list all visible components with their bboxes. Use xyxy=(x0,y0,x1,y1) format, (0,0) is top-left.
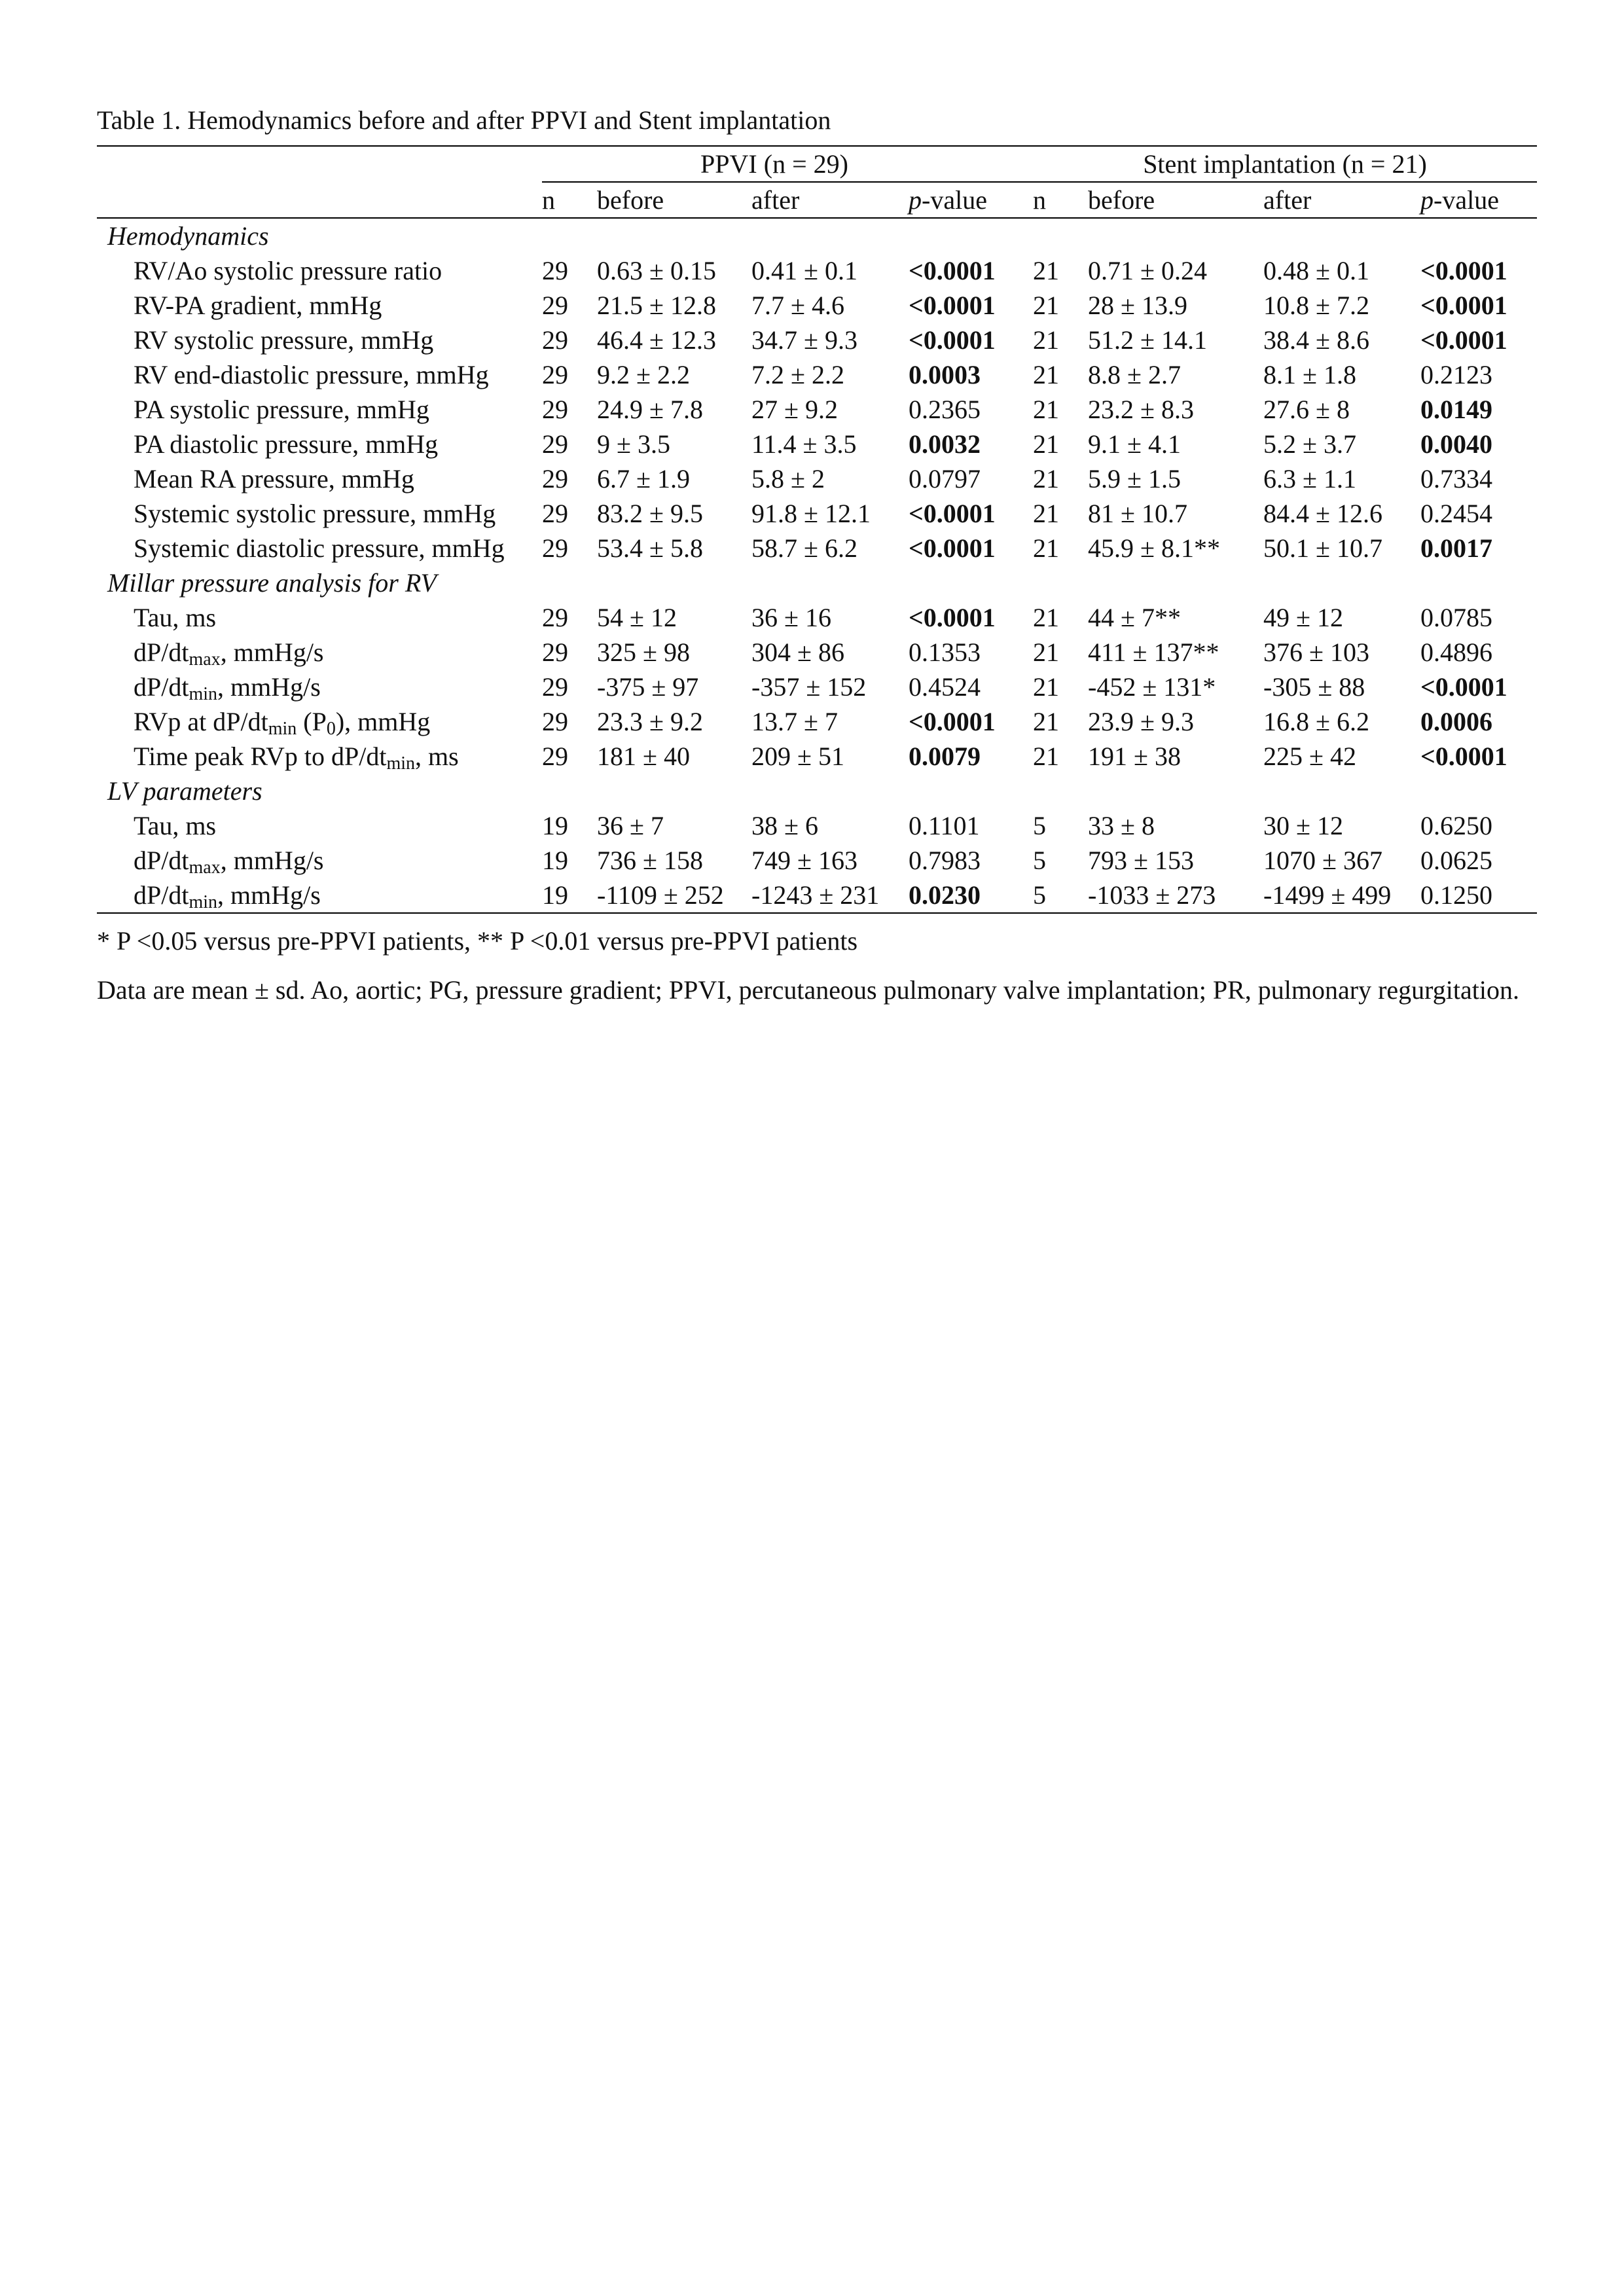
label-text: dP/dt xyxy=(134,880,189,910)
section-header-row xyxy=(97,565,1537,600)
col-stent-before: before xyxy=(1088,182,1263,218)
stent-before-cell: 191 ± 38 xyxy=(1088,742,1181,771)
label-text: RV systolic pressure, mmHg xyxy=(134,325,434,355)
stent-n-cell: 21 xyxy=(1033,325,1059,355)
row-label xyxy=(97,323,542,357)
ppvi-before-cell: 325 ± 98 xyxy=(597,637,690,667)
ppvi-before-cell: 9 ± 3.5 xyxy=(597,429,670,459)
label-subscript: 0 xyxy=(326,719,336,739)
ppvi-before-cell: 736 ± 158 xyxy=(597,846,703,875)
col-stent-n: n xyxy=(1033,182,1088,218)
label-text: PA diastolic pressure, mmHg xyxy=(134,429,439,459)
table-row xyxy=(97,635,1537,670)
row-label xyxy=(97,531,542,565)
row-label xyxy=(97,670,542,704)
stent-pvalue-cell: <0.0001 xyxy=(1420,672,1507,702)
stent-n-cell: 21 xyxy=(1033,603,1059,632)
stent-n-cell: 21 xyxy=(1033,742,1059,771)
ppvi-n-cell: 29 xyxy=(542,603,568,632)
ppvi-n-cell: 29 xyxy=(542,291,568,320)
row-label xyxy=(97,496,542,531)
ppvi-before-cell: 9.2 ± 2.2 xyxy=(597,360,690,389)
ppvi-after-cell: 209 ± 51 xyxy=(751,742,844,771)
stent-n-cell: 21 xyxy=(1033,672,1059,702)
ppvi-pvalue-cell: <0.0001 xyxy=(909,707,996,736)
label-text: , mmHg/s xyxy=(217,880,321,910)
row-label xyxy=(97,288,542,323)
stent-before-cell: 51.2 ± 14.1 xyxy=(1088,325,1207,355)
table-row xyxy=(97,600,1537,635)
col-stent-after: after xyxy=(1263,182,1420,218)
ppvi-after-cell: 27 ± 9.2 xyxy=(751,395,838,424)
row-label xyxy=(97,878,542,913)
ppvi-before-cell: 24.9 ± 7.8 xyxy=(597,395,703,424)
stent-n-cell: 21 xyxy=(1033,429,1059,459)
ppvi-after-cell: 7.7 ± 4.6 xyxy=(751,291,844,320)
table-row xyxy=(97,392,1537,427)
stent-before-cell: 33 ± 8 xyxy=(1088,811,1155,840)
ppvi-n-cell: 29 xyxy=(542,325,568,355)
col-ppvi-after: after xyxy=(751,182,909,218)
ppvi-after-cell: 304 ± 86 xyxy=(751,637,844,667)
stent-pvalue-cell: <0.0001 xyxy=(1420,256,1507,285)
stent-pvalue-cell: <0.0001 xyxy=(1420,742,1507,771)
stent-before-cell: 9.1 ± 4.1 xyxy=(1088,429,1181,459)
label-text: Time peak RVp to dP/dt xyxy=(134,742,387,771)
row-label xyxy=(97,739,542,774)
label-text: ), mmHg xyxy=(335,707,431,736)
ppvi-n-cell: 29 xyxy=(542,707,568,736)
ppvi-pvalue-cell: 0.1353 xyxy=(909,637,981,667)
stent-after-cell: 30 ± 12 xyxy=(1263,811,1343,840)
stent-before-cell: 0.71 ± 0.24 xyxy=(1088,256,1207,285)
table-caption: Table 1. Hemodynamics before and after PPVI and Stent implantation xyxy=(97,105,831,135)
label-subscript: max xyxy=(189,649,221,670)
stent-after-cell: -1499 ± 499 xyxy=(1263,878,1420,913)
ppvi-n-cell: 19 xyxy=(542,846,568,875)
stent-pvalue-cell: 0.0625 xyxy=(1420,846,1492,875)
stent-before-cell: 8.8 ± 2.7 xyxy=(1088,360,1181,389)
table-row xyxy=(97,808,1537,843)
ppvi-before-cell: 46.4 ± 12.3 xyxy=(597,325,716,355)
stent-after-cell: 10.8 ± 7.2 xyxy=(1263,291,1369,320)
ppvi-n-cell: 19 xyxy=(542,878,597,913)
table-row xyxy=(97,496,1537,531)
stent-before-cell: 23.9 ± 9.3 xyxy=(1088,707,1194,736)
ppvi-pvalue-cell: 0.0079 xyxy=(909,742,981,771)
row-label xyxy=(97,253,542,288)
ppvi-pvalue-cell: <0.0001 xyxy=(909,291,996,320)
stent-before-cell: 411 ± 137** xyxy=(1088,637,1219,667)
ppvi-after-cell: 58.7 ± 6.2 xyxy=(751,533,857,563)
stent-n-cell: 5 xyxy=(1033,811,1046,840)
ppvi-after-cell: 11.4 ± 3.5 xyxy=(751,429,857,459)
stent-after-cell: 1070 ± 367 xyxy=(1263,846,1382,875)
label-subscript: min xyxy=(189,892,218,912)
label-text: , mmHg/s xyxy=(220,846,324,875)
stent-pvalue-cell: 0.0785 xyxy=(1420,603,1492,632)
row-label xyxy=(97,600,542,635)
table-row xyxy=(97,288,1537,323)
stent-n-cell: 21 xyxy=(1033,499,1059,528)
abbreviations-note: Data are mean ± sd. Ao, aortic; PG, pressure gradient; PPVI, percutaneous pulmonary valve implantation; PR, pulmonary regurgitation. xyxy=(97,975,1519,1005)
col-ppvi-pvalue: p-value xyxy=(909,182,1033,218)
stent-before-cell: 28 ± 13.9 xyxy=(1088,291,1187,320)
stent-pvalue-cell: 0.0006 xyxy=(1420,707,1492,736)
section-header-row xyxy=(97,218,1537,253)
ppvi-after-cell: 749 ± 163 xyxy=(751,846,857,875)
stent-after-cell: 16.8 ± 6.2 xyxy=(1263,707,1369,736)
stent-n-cell: 21 xyxy=(1033,291,1059,320)
stent-pvalue-cell: <0.0001 xyxy=(1420,325,1507,355)
ppvi-before-cell: 36 ± 7 xyxy=(597,811,664,840)
ppvi-before-cell: 0.63 ± 0.15 xyxy=(597,256,716,285)
stent-n-cell: 21 xyxy=(1033,395,1059,424)
stent-n-cell: 21 xyxy=(1033,464,1059,493)
section-title: Hemodynamics xyxy=(107,221,269,251)
column-header-row xyxy=(97,182,1537,218)
row-label xyxy=(97,427,542,461)
table-row xyxy=(97,427,1537,461)
ppvi-n-cell: 29 xyxy=(542,464,568,493)
ppvi-pvalue-cell: <0.0001 xyxy=(909,603,996,632)
stent-pvalue-cell: 0.0017 xyxy=(1420,533,1492,563)
stent-group-header: Stent implantation (n = 21) xyxy=(1033,147,1537,182)
ppvi-before-cell: 53.4 ± 5.8 xyxy=(597,533,703,563)
row-label xyxy=(97,461,542,496)
ppvi-after-cell: -1243 ± 231 xyxy=(751,878,909,913)
section-title: LV parameters xyxy=(107,776,262,806)
stent-after-cell: 84.4 ± 12.6 xyxy=(1263,499,1382,528)
ppvi-n-cell: 29 xyxy=(542,533,568,563)
stent-n-cell: 21 xyxy=(1033,707,1059,736)
document-page xyxy=(97,105,1537,1016)
label-text: dP/dt xyxy=(134,846,189,875)
table-row xyxy=(97,704,1537,739)
stent-pvalue-cell: <0.0001 xyxy=(1420,291,1507,320)
label-subscript: min xyxy=(268,719,297,739)
stent-after-cell: 225 ± 42 xyxy=(1263,742,1356,771)
ppvi-n-cell: 29 xyxy=(542,395,568,424)
table-row xyxy=(97,843,1537,878)
label-text: PA systolic pressure, mmHg xyxy=(134,395,429,424)
stent-pvalue-cell: 0.2123 xyxy=(1420,360,1492,389)
label-text: Systemic diastolic pressure, mmHg xyxy=(134,533,505,563)
ppvi-pvalue-cell: 0.1101 xyxy=(909,811,980,840)
ppvi-before-cell: 54 ± 12 xyxy=(597,603,677,632)
label-text: RV end-diastolic pressure, mmHg xyxy=(134,360,489,389)
row-label xyxy=(97,392,542,427)
ppvi-n-cell: 29 xyxy=(542,637,568,667)
ppvi-after-cell: 7.2 ± 2.2 xyxy=(751,360,844,389)
table-row xyxy=(97,357,1537,392)
label-text: Mean RA pressure, mmHg xyxy=(134,464,414,493)
ppvi-pvalue-cell: 0.0003 xyxy=(909,360,981,389)
table-row xyxy=(97,461,1537,496)
ppvi-after-cell: 91.8 ± 12.1 xyxy=(751,499,871,528)
hemodynamics-table xyxy=(97,145,1537,914)
ppvi-n-cell: 19 xyxy=(542,811,568,840)
stent-n-cell: 21 xyxy=(1033,360,1059,389)
section-header-row xyxy=(97,774,1537,808)
table-row xyxy=(97,531,1537,565)
ppvi-pvalue-cell: 0.0230 xyxy=(909,878,1033,913)
stent-after-cell: 376 ± 103 xyxy=(1263,637,1369,667)
label-text: Tau, ms xyxy=(134,603,217,632)
ppvi-n-cell: 29 xyxy=(542,429,568,459)
label-text: Systemic systolic pressure, mmHg xyxy=(134,499,496,528)
ppvi-pvalue-cell: 0.2365 xyxy=(909,395,981,424)
ppvi-n-cell: 29 xyxy=(542,360,568,389)
table-row xyxy=(97,739,1537,774)
stent-pvalue-cell: 0.0149 xyxy=(1420,395,1492,424)
table-row xyxy=(97,878,1537,913)
stent-pvalue-cell: 0.0040 xyxy=(1420,429,1492,459)
label-text: RV/Ao systolic pressure ratio xyxy=(134,256,442,285)
table-row xyxy=(97,670,1537,704)
label-subscript: max xyxy=(189,857,221,878)
ppvi-n-cell: 29 xyxy=(542,672,568,702)
ppvi-after-cell: -357 ± 152 xyxy=(751,672,867,702)
group-header-row xyxy=(97,147,1537,182)
ppvi-after-cell: 0.41 ± 0.1 xyxy=(751,256,857,285)
row-label xyxy=(97,808,542,843)
ppvi-after-cell: 34.7 ± 9.3 xyxy=(751,325,857,355)
row-label xyxy=(97,635,542,670)
ppvi-pvalue-cell: <0.0001 xyxy=(909,499,996,528)
stent-after-cell: 50.1 ± 10.7 xyxy=(1263,533,1382,563)
ppvi-pvalue-cell: 0.7983 xyxy=(909,846,981,875)
ppvi-before-cell: 23.3 ± 9.2 xyxy=(597,707,703,736)
stent-after-cell: 0.48 ± 0.1 xyxy=(1263,256,1369,285)
stent-before-cell: 81 ± 10.7 xyxy=(1088,499,1187,528)
ppvi-pvalue-cell: 0.0797 xyxy=(909,464,981,493)
ppvi-after-cell: 36 ± 16 xyxy=(751,603,831,632)
ppvi-before-cell: -375 ± 97 xyxy=(597,672,699,702)
ppvi-n-cell: 29 xyxy=(542,256,568,285)
stent-pvalue-cell: 0.6250 xyxy=(1420,811,1492,840)
label-text: , mmHg/s xyxy=(217,672,321,702)
stent-after-cell: 38.4 ± 8.6 xyxy=(1263,325,1369,355)
row-label xyxy=(97,843,542,878)
stent-before-cell: 23.2 ± 8.3 xyxy=(1088,395,1194,424)
ppvi-after-cell: 38 ± 6 xyxy=(751,811,818,840)
section-title: Millar pressure analysis for RV xyxy=(107,568,437,598)
ppvi-pvalue-cell: 0.4524 xyxy=(909,672,981,702)
ppvi-before-cell: 21.5 ± 12.8 xyxy=(597,291,716,320)
stent-after-cell: 6.3 ± 1.1 xyxy=(1263,464,1356,493)
ppvi-before-cell: -1109 ± 252 xyxy=(597,878,751,913)
table-row xyxy=(97,323,1537,357)
stent-n-cell: 21 xyxy=(1033,533,1059,563)
stent-after-cell: 49 ± 12 xyxy=(1263,603,1343,632)
stent-after-cell: 8.1 ± 1.8 xyxy=(1263,360,1356,389)
label-text: RVp at dP/dt xyxy=(134,707,268,736)
row-label xyxy=(97,357,542,392)
ppvi-before-cell: 6.7 ± 1.9 xyxy=(597,464,690,493)
label-subscript: min xyxy=(386,753,416,774)
label-text: Tau, ms xyxy=(134,811,217,840)
stent-pvalue-cell: 0.1250 xyxy=(1420,878,1537,913)
stent-n-cell: 5 xyxy=(1033,878,1088,913)
stent-before-cell: 44 ± 7** xyxy=(1088,603,1181,632)
ppvi-after-cell: 5.8 ± 2 xyxy=(751,464,825,493)
label-text: dP/dt xyxy=(134,672,189,702)
stent-before-cell: 793 ± 153 xyxy=(1088,846,1194,875)
stent-after-cell: 27.6 ± 8 xyxy=(1263,395,1350,424)
stent-after-cell: -305 ± 88 xyxy=(1263,672,1365,702)
col-stent-pvalue: p-value xyxy=(1420,182,1537,218)
stent-after-cell: 5.2 ± 3.7 xyxy=(1263,429,1356,459)
ppvi-pvalue-cell: <0.0001 xyxy=(909,325,996,355)
col-ppvi-n: n xyxy=(542,182,597,218)
stent-pvalue-cell: 0.7334 xyxy=(1420,464,1492,493)
stent-n-cell: 21 xyxy=(1033,637,1059,667)
label-text: (P xyxy=(297,707,327,736)
label-text: , mmHg/s xyxy=(220,637,324,667)
stent-before-cell: -452 ± 131* xyxy=(1088,672,1216,702)
stent-pvalue-cell: 0.2454 xyxy=(1420,499,1492,528)
ppvi-n-cell: 29 xyxy=(542,499,568,528)
stent-before-cell: 45.9 ± 8.1** xyxy=(1088,533,1220,563)
stent-before-cell: -1033 ± 273 xyxy=(1088,878,1263,913)
ppvi-pvalue-cell: <0.0001 xyxy=(909,256,996,285)
ppvi-group-header: PPVI (n = 29) xyxy=(542,147,1033,182)
ppvi-before-cell: 83.2 ± 9.5 xyxy=(597,499,703,528)
label-text: RV-PA gradient, mmHg xyxy=(134,291,382,320)
significance-footnote: * P <0.05 versus pre-PPVI patients, ** P <0.01 versus pre-PPVI patients xyxy=(97,926,858,956)
table-row xyxy=(97,253,1537,288)
stent-n-cell: 5 xyxy=(1033,846,1046,875)
label-subscript: min xyxy=(189,684,218,704)
ppvi-n-cell: 29 xyxy=(542,742,568,771)
label-text: , ms xyxy=(415,742,459,771)
label-text: dP/dt xyxy=(134,637,189,667)
stent-before-cell: 5.9 ± 1.5 xyxy=(1088,464,1181,493)
ppvi-pvalue-cell: 0.0032 xyxy=(909,429,981,459)
ppvi-pvalue-cell: <0.0001 xyxy=(909,533,996,563)
ppvi-before-cell: 181 ± 40 xyxy=(597,742,690,771)
stent-pvalue-cell: 0.4896 xyxy=(1420,637,1492,667)
col-ppvi-before: before xyxy=(597,182,751,218)
stent-n-cell: 21 xyxy=(1033,256,1059,285)
ppvi-after-cell: 13.7 ± 7 xyxy=(751,707,838,736)
row-label xyxy=(97,704,542,739)
